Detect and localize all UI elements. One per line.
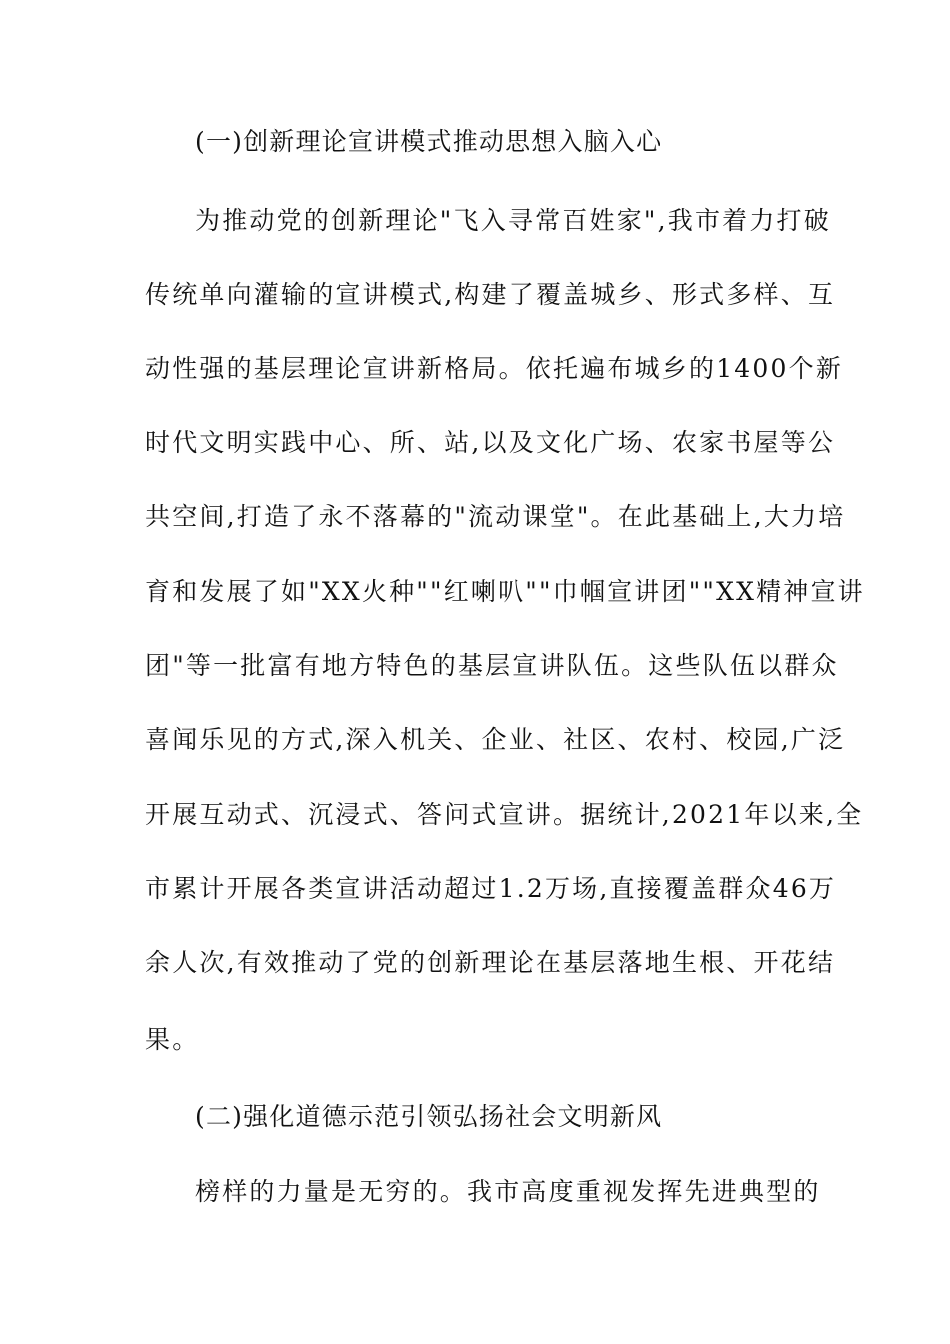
paragraph-line: 动性强的基层理论宣讲新格局。依托遍布城乡的1400个新 <box>145 354 844 383</box>
section-heading-2: (二)强化道德示范引领弘扬社会文明新风 <box>195 1102 663 1131</box>
paragraph-line: 余人次,有效推动了党的创新理论在基层落地生根、开花结 <box>145 948 836 977</box>
paragraph-line: 喜闻乐见的方式,深入机关、企业、社区、农村、校园,广泛 <box>145 725 846 754</box>
paragraph-line: 育和发展了如"XX火种""红喇叭""巾帼宣讲团""XX精神宣讲 <box>145 577 865 606</box>
paragraph-line: 为推动党的创新理论"飞入寻常百姓家",我市着力打破 <box>195 206 831 235</box>
paragraph-line: 果。 <box>145 1025 200 1054</box>
paragraph-line: 团"等一批富有地方特色的基层宣讲队伍。这些队伍以群众 <box>145 651 839 680</box>
paragraph-line: 共空间,打造了永不落幕的"流动课堂"。在此基础上,大力培 <box>145 502 846 531</box>
paragraph-line: 开展互动式、沉浸式、答问式宣讲。据统计,2021年以来,全 <box>145 800 864 829</box>
paragraph-line: 市累计开展各类宣讲活动超过1.2万场,直接覆盖群众46万 <box>145 874 837 903</box>
section-heading-1: (一)创新理论宣讲模式推动思想入脑入心 <box>195 127 663 156</box>
paragraph-line: 传统单向灌输的宣讲模式,构建了覆盖城乡、形式多样、互 <box>145 280 836 309</box>
paragraph-line: 榜样的力量是无穷的。我市高度重视发挥先进典型的 <box>195 1177 821 1206</box>
paragraph-line: 时代文明实践中心、所、站,以及文化广场、农家书屋等公 <box>145 428 836 457</box>
